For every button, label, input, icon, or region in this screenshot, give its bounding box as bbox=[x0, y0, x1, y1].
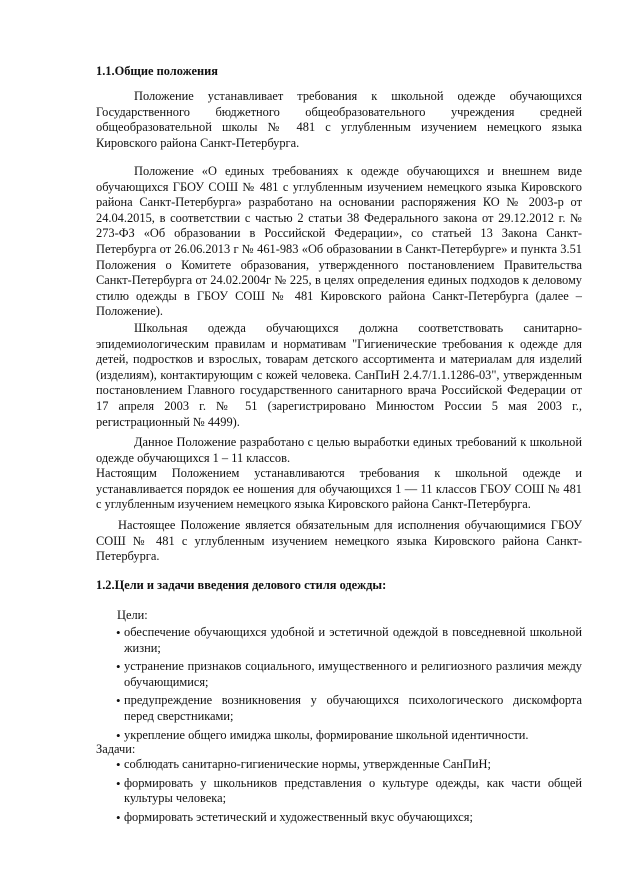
paragraph-sanitary-norms: Школьная одежда обучающихся должна соответствовать санитарно-эпидемиологическим правилам и нормативам "Гигиенические требования к одежде для детей, подростков и взрослых, товарам детского ассортимента и материалам для изделий (изделиям), контактирующим с кожей человека. СанПиН 2.4.7/1.1.1286-03", утвержденным постановлением Главного государственного санитарного врача Российской Федерации от 17 апреля 2003 г. № 51 (зарегистрировано Минюстом России 5 мая 2003 г., регистрационный № 4499). bbox=[96, 321, 582, 429]
list-item: • обеспечение обучающихся удобной и эстетичной одеждой в повседневной школьной жизни; bbox=[96, 625, 582, 656]
list-item: • соблюдать санитарно-гигиенические нормы, утвержденные СанПиН; bbox=[96, 757, 582, 773]
tasks-label: Задачи: bbox=[96, 742, 136, 756]
paragraph-requirements: Настоящим Положением устанавливаются требования к школьной одежде и устанавливается порядок ее ношения для обучающихся 1 — 11 классов ГБОУ СОШ № 481 с углубленным изучением немецкого языка Кировского района Санкт-Петербурга. bbox=[96, 466, 582, 512]
goals-list bbox=[96, 625, 582, 746]
section-heading-general: 1.1.Общие положения bbox=[96, 64, 218, 78]
list-item: • укрепление общего имиджа школы, формирование школьной идентичности. bbox=[96, 728, 582, 744]
paragraph-legal-basis: Положение «О единых требованиях к одежде обучающихся и внешнем виде обучающихся ГБОУ СОШ № 481 с углубленным изучением немецкого языка Кировского района Санкт-Петербурга» разработано на основании распоряжения КО № 2003-р от 24.04.2015, в соответствии с частью 2 статьи 38 Федерального закона от 29.12.2012 г. № 273-ФЗ «Об образовании в Российской Федерации», со статьей 13 Закона Санкт-Петербурга от 26.06.2013 г № 461-983 «Об образовании в Санкт-Петербурге» и пункта 3.51 Положения о Комитете образования, утвержденного постановлением Правительства Санкт-Петербурга от 24.02.2004г № 225, в целях определения единых подходов к деловому стилю одежды в ГБОУ СОШ № 481 Кировского района Санкт-Петербурга (далее – Положение). bbox=[96, 164, 582, 319]
paragraph-mandatory: Настоящее Положение является обязательным для исполнения обучающимися ГБОУ СОШ № 481 с углубленным изучением немецкого языка Кировского района Санкт-Петербурга. bbox=[96, 518, 582, 564]
paragraph-purpose: Положение устанавливает требования к школьной одежде обучающихся Государственного бюджетного общеобразовательного учреждения средней общеобразовательной школы № 481 с углубленным изучением немецкого языка Кировского района Санкт-Петербурга. bbox=[96, 89, 582, 150]
goals-label: Цели: bbox=[117, 608, 148, 622]
list-item: • предупреждение возникновения у обучающихся психологического дискомфорта перед сверстниками; bbox=[96, 693, 582, 724]
tasks-list bbox=[96, 757, 582, 828]
paragraph-aim: Данное Положение разработано с целью выработки единых требований к школьной одежде обучающихся 1 – 11 классов. bbox=[96, 435, 582, 465]
section-heading-goals-tasks: 1.2.Цели и задачи введения делового стиля одежды: bbox=[96, 578, 387, 592]
list-item: • формировать эстетический и художественный вкус обучающихся; bbox=[96, 810, 582, 826]
list-item: • формировать у школьников представления о культуре одежды, как части общей культуры человека; bbox=[96, 776, 582, 807]
list-item: • устранение признаков социального, имущественного и религиозного различия между обучающимися; bbox=[96, 659, 582, 690]
